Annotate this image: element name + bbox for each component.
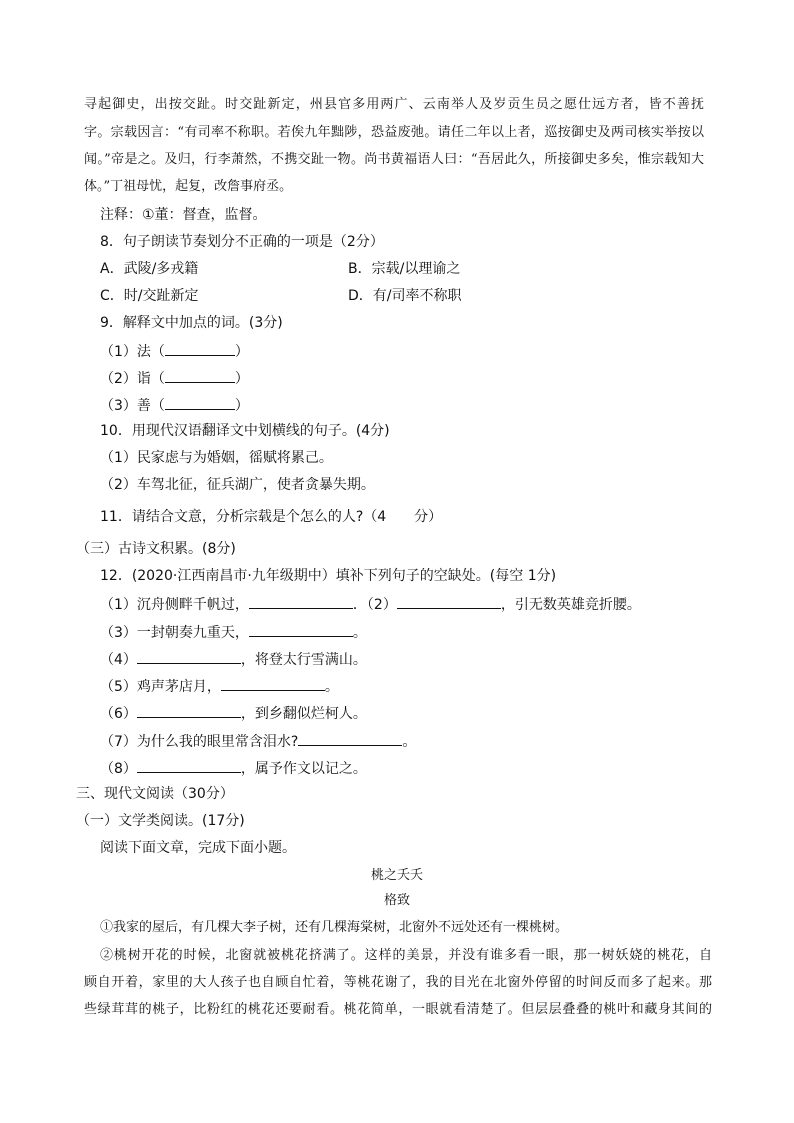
q9-item-2-suffix: ） (234, 371, 249, 387)
q12-text: ，到乡翻似烂柯人。 (240, 706, 367, 722)
answer-blank[interactable] (165, 343, 235, 356)
q12-stem: 12．(2020·江西南昌市·九年级期中）填补下列句子的空缺处。(每空 1分) (100, 568, 557, 584)
q9-item-3 (100, 397, 249, 413)
reading-instruction: 阅读下面文章，完成下面小题。 (100, 840, 296, 856)
q9-item-1 (100, 343, 249, 359)
q12-line-4 (100, 651, 367, 667)
answer-blank[interactable] (137, 760, 241, 773)
q12-line-7 (100, 733, 416, 749)
passage-line-2: 字。宗载因言：“有司率不称职。若俟九年黜陟，恐益废弛。请任二年以上者，巡按御史及两司核实举按以 (84, 125, 704, 140)
answer-blank[interactable] (298, 733, 402, 746)
q8-option-a: A．武陵/多戎籍 (100, 261, 199, 277)
passage-line-3: 闻。”帝是之。及归，行李萧然，不携交趾一物。尚书黄福语人曰：“吾居此久，所接御史多矣，惟宗载知大 (84, 152, 704, 167)
q12-text: （5）鸡声茅店月， (100, 679, 221, 695)
passage-line-1: 寻起御史，出按交趾。时交趾新定，州县官多用两广、云南举人及岁贡生员之愿仕远方者，皆不善抚 (84, 97, 704, 112)
essay-paragraph-2-line-2: 顾自开着，家里的大人孩子也自顾自忙着，等桃花谢了，我的目光在北窗外停留的时间反而多了起来。那 (84, 975, 712, 990)
q10-item-2: （2）车驾北征，征兵湖广，使者贪暴失期。 (100, 477, 375, 493)
answer-blank[interactable] (165, 397, 235, 410)
answer-blank[interactable] (137, 705, 241, 718)
q12-text: ．（2） (352, 597, 397, 613)
q9-item-2-prefix: （2）诣（ (100, 371, 165, 387)
q12-text: （7）为什么我的眼里常含泪水? (100, 734, 299, 750)
q8-option-d: D．有/司率不称职 (348, 288, 462, 304)
answer-blank[interactable] (137, 651, 241, 664)
q12-line-5 (100, 678, 339, 694)
essay-paragraph-2-line-1: ②桃树开花的时候，北窗就被桃花挤满了。这样的美景，并没有谁多看一眼，那一树妖娆的桃花，自 (100, 948, 712, 963)
q12-line-6 (100, 705, 367, 721)
q9-stem: 9．解释文中加点的词。(3分) (100, 315, 283, 331)
q12-line-8 (100, 760, 367, 776)
section-title-3: （三）古诗文积累。(8分) (76, 541, 236, 557)
q12-text: ，引无数英雄竞折腰。 (500, 597, 641, 613)
q12-text: （6） (100, 706, 137, 722)
essay-author: 格致 (383, 893, 410, 908)
q12-text: （4） (100, 652, 137, 668)
q9-item-2 (100, 370, 249, 386)
q12-text: ，将登太行雪满山。 (240, 652, 367, 668)
answer-blank[interactable] (221, 678, 325, 691)
subsection-title-1: （一）文学类阅读。(17分) (76, 813, 245, 829)
q12-text: 。 (352, 625, 367, 641)
q12-text: （1）沉舟侧畔千帆过， (100, 597, 249, 613)
q12-text: 。 (324, 679, 339, 695)
answer-blank[interactable] (165, 370, 235, 383)
essay-paragraph-2-line-3: 些绿茸茸的桃子，比粉红的桃花还要耐看。桃花简单，一眼就看清楚了。但层层叠叠的桃叶和藏身其间的 (84, 1002, 712, 1017)
answer-blank[interactable] (249, 596, 353, 609)
part-title-3: 三、现代文阅读（30分） (76, 786, 234, 802)
q12-text: ，属予作文以记之。 (240, 761, 367, 777)
passage-line-4: 体。”丁祖母忧，起复，改詹事府丞。 (84, 179, 293, 194)
q8-stem: 8．句子朗读节奏划分不正确的一项是（2分） (100, 234, 384, 250)
q12-text: 。 (402, 734, 417, 750)
q11-stem: 11．请结合文意，分析宗载是个怎么的人?（4 分） (100, 509, 443, 525)
answer-blank[interactable] (249, 624, 353, 637)
q9-item-1-suffix: ） (234, 344, 249, 360)
essay-title: 桃之夭夭 (370, 868, 423, 883)
q12-line-1 (100, 596, 641, 612)
annotation-note: 注释：①董：督查，监督。 (100, 207, 267, 223)
q8-option-c: C．时/交趾新定 (100, 288, 199, 304)
q10-item-1: （1）民家虑与为婚姻，徭赋将累己。 (100, 450, 333, 466)
answer-blank[interactable] (397, 596, 501, 609)
q9-item-1-prefix: （1）法（ (100, 344, 165, 360)
q10-stem: 10．用现代汉语翻译文中划横线的句子。(4分) (100, 423, 390, 439)
q8-option-b: B．宗载/以理谕之 (348, 261, 461, 277)
essay-paragraph-1: ①我家的屋后，有几棵大李子树，还有几棵海棠树，北窗外不远处还有一棵桃树。 (100, 920, 569, 935)
q9-item-3-prefix: （3）善（ (100, 398, 165, 414)
q12-line-3 (100, 624, 367, 640)
q12-text: （8） (100, 761, 137, 777)
q12-text: （3）一封朝奏九重天， (100, 625, 249, 641)
q9-item-3-suffix: ） (234, 398, 249, 414)
